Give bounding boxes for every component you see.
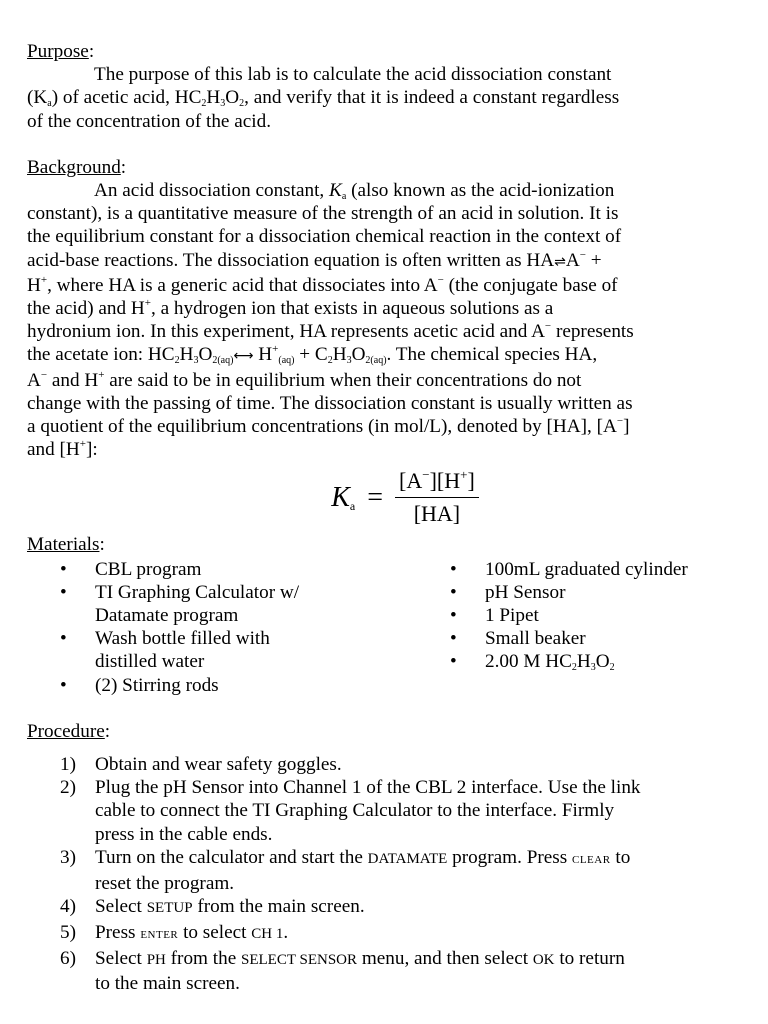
text: 2.00 M HC [485, 651, 572, 673]
text: the acetate ion: HC [27, 344, 175, 366]
text: . The chemical species HA, [386, 344, 598, 366]
purpose-line-3: of the concentration of the acid. [27, 110, 272, 132]
step-number: 4) [60, 896, 76, 918]
text: acid-base reactions. The dissociation equation is often written as HA [27, 249, 555, 271]
purpose-line-1: The purpose of this lab is to calculate the acid dissociation constant [94, 64, 612, 86]
background-line-3: the equilibrium constant for a dissociation chemical reaction in the context of [27, 226, 622, 248]
subscript: 3 [220, 98, 226, 110]
step-text: menu, and then select [357, 947, 533, 969]
step-text: to select [178, 921, 252, 943]
procedure-heading: Procedure [27, 720, 105, 742]
list-item [417, 650, 737, 673]
materials-section [27, 533, 743, 696]
text: O [198, 344, 213, 366]
key-label: CLEAR [572, 853, 611, 866]
item-text: 1 Pipet [485, 605, 539, 627]
step-text: from the main screen. [192, 896, 365, 918]
step-text: Select [95, 947, 147, 969]
subscript: 2 [327, 355, 333, 367]
step-text: reset the program. [95, 873, 235, 895]
text: are said to be in equilibrium when their concentrations do not [104, 369, 582, 391]
text: H [253, 344, 273, 366]
k-letter: K [331, 481, 350, 513]
text: A [27, 369, 41, 391]
text: (the conjugate base of [443, 274, 618, 296]
background-line-7 [27, 320, 743, 343]
text: ] [467, 467, 475, 493]
background-line-10: change with the passing of time. The dissociation constant is usually written as [27, 392, 633, 414]
background-line-6 [27, 297, 743, 320]
superscript: + [460, 466, 468, 482]
colon: : [99, 534, 105, 556]
step-text: to [610, 846, 631, 868]
keyword: PH [146, 951, 166, 968]
subscript: (aq) [278, 355, 295, 367]
background-line-4 [27, 249, 743, 274]
background-heading: Background [27, 156, 121, 178]
list-item [27, 674, 417, 697]
background-line-9 [27, 369, 743, 392]
step-text: . [283, 921, 289, 943]
list-item [417, 627, 737, 650]
bullet-icon: • [60, 581, 67, 603]
text: An acid dissociation constant, [94, 180, 330, 202]
bullet-icon: • [60, 628, 67, 650]
keyword: CH 1 [251, 925, 284, 942]
background-line-1 [27, 179, 743, 202]
equals-sign: = [367, 481, 384, 513]
step-number: 5) [60, 921, 76, 943]
item-text: Small beaker [485, 628, 586, 650]
text: , and verify that it is indeed a constant regardless [244, 87, 620, 109]
text: H [332, 344, 347, 366]
text: + [585, 249, 602, 271]
materials-list-right [417, 558, 737, 674]
superscript: − [579, 248, 586, 261]
text: the acid) and H [27, 298, 145, 320]
procedure-step [27, 947, 743, 995]
procedure-step [27, 753, 743, 776]
step-text: Obtain and wear safety goggles. [95, 754, 342, 776]
list-item [27, 558, 417, 581]
keyword: SETUP [146, 900, 193, 917]
step-text: from the [165, 947, 242, 969]
bullet-icon: • [450, 651, 457, 673]
superscript: + [98, 368, 105, 381]
text: , where HA is a generic acid that dissociates into A [47, 274, 438, 296]
subscript: 2(aq) [365, 355, 387, 367]
bullet-icon: • [450, 581, 457, 603]
subscript: 2 [239, 98, 245, 110]
text: H [179, 344, 194, 366]
colon: : [120, 156, 127, 178]
superscript: + [40, 273, 48, 286]
bullet-icon: • [60, 674, 67, 696]
subscript: 2 [174, 355, 180, 367]
step-text: Press [95, 921, 141, 943]
background-line-11 [27, 415, 743, 438]
text: hydronium ion. In this experiment, HA represents acetic acid and A [27, 321, 545, 343]
text: ][H [429, 467, 461, 493]
procedure-step [27, 776, 743, 846]
document-page [27, 40, 743, 995]
text: ) of acetic acid, HC [51, 87, 202, 109]
text: a quotient of the equilibrium concentrations (in mol/L), denoted by [HA], [A [27, 416, 617, 438]
procedure-step [27, 846, 743, 895]
step-number: 1) [60, 754, 76, 776]
subscript: a [349, 498, 356, 513]
superscript: + [79, 438, 86, 451]
text: O [351, 344, 366, 366]
text: A [565, 249, 580, 271]
bullet-icon: • [450, 605, 457, 627]
background-line-12 [27, 438, 743, 461]
formula-k [331, 481, 356, 513]
step-number: 6) [60, 947, 76, 969]
item-text: Wash bottle filled with [95, 628, 270, 650]
list-item [417, 558, 737, 581]
text: H [27, 274, 41, 296]
text: O [225, 87, 240, 109]
key-label: ENTER [140, 928, 179, 941]
text: ] [623, 416, 630, 438]
superscript: − [40, 368, 48, 381]
background-line-5 [27, 274, 743, 297]
item-text: Datamate program [95, 605, 239, 627]
step-text: press in the cable ends. [95, 823, 273, 845]
colon: : [88, 41, 95, 62]
superscript: − [422, 466, 430, 482]
step-text: Select [95, 896, 147, 918]
keyword: DATAMATE [367, 850, 448, 867]
subscript: 3 [590, 662, 596, 674]
text: + C [294, 344, 328, 366]
colon: : [104, 720, 111, 742]
procedure-section [27, 720, 743, 995]
text: and [H [27, 439, 80, 461]
item-text: distilled water [95, 651, 205, 673]
item-text: TI Graphing Calculator w/ [95, 581, 300, 603]
formula-numerator [395, 467, 479, 498]
purpose-line-2 [27, 86, 743, 109]
procedure-list [27, 753, 743, 995]
materials-list-left [27, 558, 417, 697]
superscript: − [616, 415, 624, 428]
list-item [27, 627, 417, 673]
superscript: + [272, 343, 279, 356]
list-item [417, 581, 737, 604]
procedure-step [27, 895, 743, 920]
text: (also known as the acid-ionization [346, 180, 615, 202]
text: H [576, 651, 591, 673]
materials-heading: Materials [27, 534, 100, 556]
equilibrium-arrow-icon: ⇌ [554, 253, 566, 270]
subscript: 2 [609, 662, 615, 674]
text: represents [551, 321, 634, 343]
text: H [206, 87, 221, 109]
step-text: program. Press [447, 846, 572, 868]
background-line-2: constant), is a quantitative measure of the strength of an acid in solution. It is [27, 203, 619, 225]
superscript: − [544, 320, 552, 333]
formula-denominator: [HA] [413, 500, 461, 526]
superscript: − [437, 273, 444, 286]
text: O [595, 651, 610, 673]
background-section [27, 156, 743, 462]
text: (K [27, 87, 48, 109]
item-text: CBL program [95, 558, 202, 580]
item-text: 100mL graduated cylinder [485, 558, 688, 580]
step-number: 3) [60, 846, 76, 868]
formula-fraction [395, 467, 479, 528]
step-text: to return [554, 947, 625, 969]
list-item [417, 604, 737, 627]
step-text: Plug the pH Sensor into Channel 1 of the CBL 2 interface. Use the link [95, 777, 641, 799]
text: and H [47, 369, 99, 391]
bullet-icon: • [450, 558, 457, 580]
subscript: 2 [571, 662, 577, 674]
bullet-icon: • [450, 628, 457, 650]
superscript: + [144, 297, 151, 310]
text: , a hydrogen ion that exists in aqueous solutions as a [150, 298, 554, 320]
step-text: to the main screen. [95, 972, 240, 994]
keyword: OK [532, 951, 555, 968]
subscript: a [341, 191, 347, 203]
text: ]: [85, 439, 98, 461]
subscript: 2(aq) [212, 355, 234, 367]
subscript: a [47, 98, 52, 110]
subscript: 3 [193, 355, 199, 367]
item-text: (2) Stirring rods [95, 674, 219, 696]
step-text: cable to connect the TI Graphing Calculator to the interface. Firmly [95, 800, 615, 822]
step-text: Turn on the calculator and start the [95, 846, 368, 868]
subscript: 3 [346, 355, 352, 367]
procedure-step [27, 921, 743, 947]
subscript: 2 [201, 98, 207, 110]
item-text: pH Sensor [485, 581, 566, 603]
bullet-icon: • [60, 558, 67, 580]
background-line-8 [27, 343, 743, 368]
double-arrow-icon: ⟷ [233, 348, 254, 365]
purpose-section [27, 40, 743, 133]
purpose-heading: Purpose [27, 41, 89, 62]
keyword: SELECT SENSOR [241, 951, 358, 968]
step-number: 2) [60, 777, 76, 799]
list-item [27, 581, 417, 627]
text: [A [399, 467, 423, 493]
ka-formula [67, 461, 743, 533]
ka-symbol: K [329, 180, 342, 202]
